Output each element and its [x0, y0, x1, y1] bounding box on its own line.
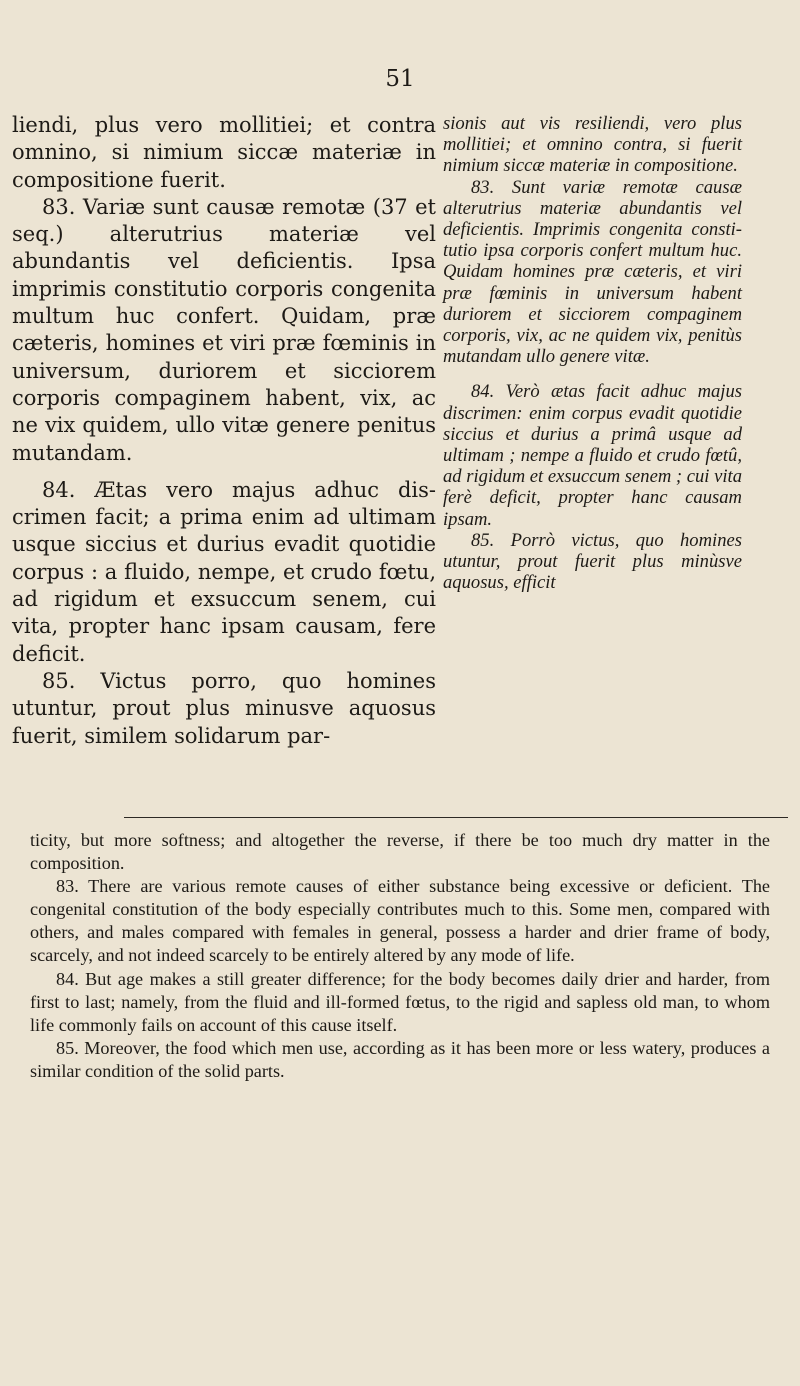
translation-paragraph-85: 85. Moreover, the food which men use, according as it has been more or less watery, produces a similar condition of the solid parts.: [30, 1037, 770, 1081]
gloss-paragraph-85: 85. Porrò victus, quo homines utuntur, prout fuerit plus minùsve aquosus, efficit: [443, 529, 742, 594]
translation-paragraph-84: 84. But age makes a still greater difference; for the body becomes daily drier and harder, from first to last; namely, from the fluid and ill-formed fœtus, to the rigid and sapless old man, to whom life commonly fails on account of this cause itself.: [30, 968, 770, 1035]
latin-paragraph-84: 84. Ætas vero majus adhuc discrimen facit; a prima enim ad ultimam usque siccius et durius evadit quotidie corpus : a fluido, nempe, et crudo fœtu, ad rigidum et exsuccum senem, cui vita, propter hanc ipsam causam, fere deficit.: [12, 477, 436, 666]
latin-paragraph-85: 85. Victus porro, quo homines utuntur, prout plus minusve aquosus fuerit, similem solidarum par-: [12, 668, 436, 748]
translation-paragraph-continuation: ticity, but more softness; and altogether the reverse, if there be too much dry matter in the composition.: [30, 830, 770, 874]
gloss-paragraph-continuation: sionis aut vis resiliendi, vero plus mollitiei; et omnino contra, si fuerit nimium siccæ materiæ in compositione.: [443, 113, 742, 177]
latin-paragraph-83: 83. Variæ sunt causæ remotæ (37 et seq.) alterutrius materiæ vel abundantis vel deficientis. Ipsa imprimis constitutio corporis congenita multum huc confert. Quidam, præ cæteris, homines et viri præ fœminis in universum, duriorem et sicciorem corporis compaginem habent, vix, ac ne vix quidem, ullo vitæ genere penitus mutandam.: [12, 194, 436, 465]
translation-paragraph-83: 83. There are various remote causes of either substance being excessive or deficient. The congenital constitution of the body especially contributes much to this. Some men, compared with others, and males compared with females in general, possess a harder and drier frame of body, scarcely, and not indeed scarcely to be entirely altered by any mode of life.: [30, 876, 770, 966]
gloss-paragraph-84: 84. Verò ætas facit adhuc majus discrimen: enim corpus evadit quotidie siccius et durius a primâ usque ad ultimam ; nempe a fluido et crudo fœtû, ad rigidum et exsuccum senem ; cui vita ferè deficit, propter hanc causam ipsam.: [443, 381, 742, 530]
page-number: 51: [385, 66, 415, 92]
gloss-text-column: [443, 113, 742, 593]
latin-paragraph-continuation: liendi, plus vero mollitiei; et contra omnino, si nimium siccæ materiæ in compositione fuerit.: [12, 113, 436, 192]
english-translation: [30, 829, 770, 1083]
section-divider: [124, 817, 788, 818]
latin-text-column: [12, 112, 436, 750]
gloss-paragraph-83: 83. Sunt variæ remotæ causæ alterutrius materiæ abundantis vel deficientis. Imprimis congenita constitutio ipsa corporis confert multum huc. Quidam homines præ cæteris, et viri præ fœminis in universum habent duriorem et sicciorem compaginem corporis, vix, ac ne quidem vix, penitùs mutandam ullo genere vitæ.: [443, 176, 742, 368]
